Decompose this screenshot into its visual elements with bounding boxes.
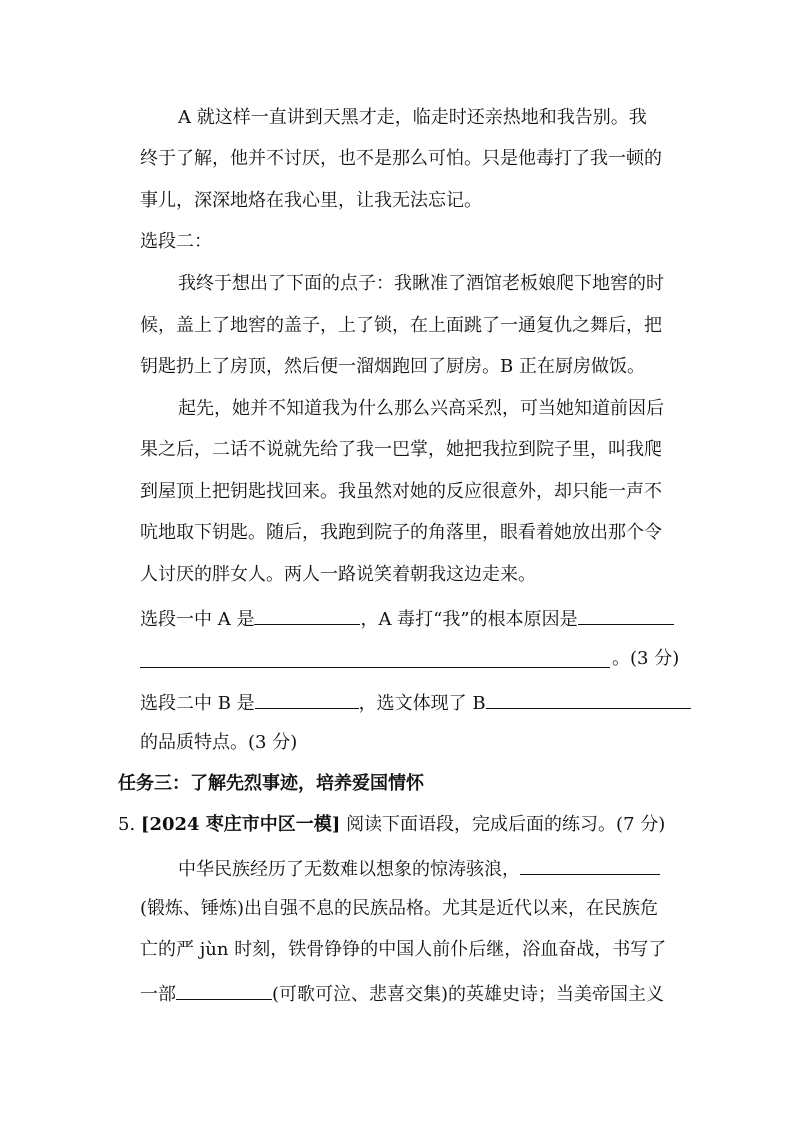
q5-line4-end: (可歌可泣、悲喜交集)的英雄史诗；当美帝国主义 (272, 984, 665, 1005)
answer-blank-word-choice-1[interactable] (520, 854, 660, 875)
passage2-p1-line1: 我终于想出了下面的点子：我瞅准了酒馆老板娘爬下地窖的时 (178, 273, 664, 294)
answer-blank-a-reason-continued[interactable] (140, 666, 610, 668)
passage2-p2-line3: 到屋顶上把钥匙找回来。我虽然对她的反应很意外，却只能一声不 (140, 481, 662, 502)
answer-blank-a-reason[interactable] (578, 604, 674, 625)
passage1-line3: 事儿，深深地烙在我心里，让我无法忘记。 (140, 190, 482, 211)
q5-line4 (140, 979, 664, 1008)
q5-instruction: 阅读下面语段，完成后面的练习。(7 分) (346, 814, 666, 835)
q5-line3: 亡的严 jùn 时刻，铁骨铮铮的中国人前仆后继，浴血奋战，书写了 (140, 939, 667, 960)
passage1-line1: A 就这样一直讲到天黑才走，临走时还亲热地和我告别。我 (178, 107, 647, 128)
q5-line1 (178, 854, 660, 883)
answer-blank-b-identity[interactable] (255, 688, 359, 709)
passage2-p2-line2: 果之后，二话不说就先给了我一巴掌，她把我拉到院子里，叫我爬 (140, 439, 662, 460)
answer-blank-word-choice-2[interactable] (176, 979, 272, 1000)
q4-item2-end: 的品质特点。(3 分) (140, 732, 298, 753)
q4-item1-score: 。(3 分) (612, 648, 680, 669)
passage2-p1-line2: 候，盖上了地窖的盖子，上了锁，在上面跳了一通复仇之舞后，把 (140, 315, 662, 336)
q4-item1-prompt: 选段一中 A 是 (140, 609, 255, 630)
q4-item1-prompt2: ，A 毒打“我”的根本原因是 (360, 609, 578, 630)
task3-title: 任务三：了解先烈事迹，培养爱国情怀 (118, 773, 424, 794)
answer-blank-a-identity[interactable] (254, 604, 360, 625)
q5-line2: (锻炼、锤炼)出自强不息的民族品格。尤其是近代以来，在民族危 (140, 898, 659, 919)
q4-item1 (140, 604, 674, 633)
passage2-p1-line3: 钥匙扔上了房顶，然后便一溜烟跑回了厨房。B 正在厨房做饭。 (140, 356, 645, 377)
passage2-p2-line1: 起先，她并不知道我为什么那么兴高采烈，可当她知道前因后 (178, 398, 664, 419)
q4-item2-prompt2: ，选文体现了 B (358, 693, 486, 714)
passage2-p2-line4: 吭地取下钥匙。随后，我跑到院子的角落里，眼看着她放出那个令 (140, 522, 662, 543)
q5-number: 5. (118, 814, 136, 835)
q5-line1-text: 中华民族经历了无数难以想象的惊涛骇浪， (178, 859, 520, 880)
passage2-heading: 选段二： (140, 231, 212, 252)
q5-header (118, 812, 665, 838)
q5-source: [2024 枣庄市中区一模] (140, 814, 341, 835)
q4-item2-prompt: 选段二中 B 是 (140, 693, 255, 714)
q5-line4-start: 一部 (140, 984, 176, 1005)
answer-blank-b-quality[interactable] (486, 688, 691, 709)
q4-item2 (140, 688, 691, 717)
passage2-p2-line5: 人讨厌的胖女人。两人一路说笑着朝我这边走来。 (140, 564, 536, 585)
passage1-line2: 终于了解，他并不讨厌，也不是那么可怕。只是他毒打了我一顿的 (140, 148, 662, 169)
